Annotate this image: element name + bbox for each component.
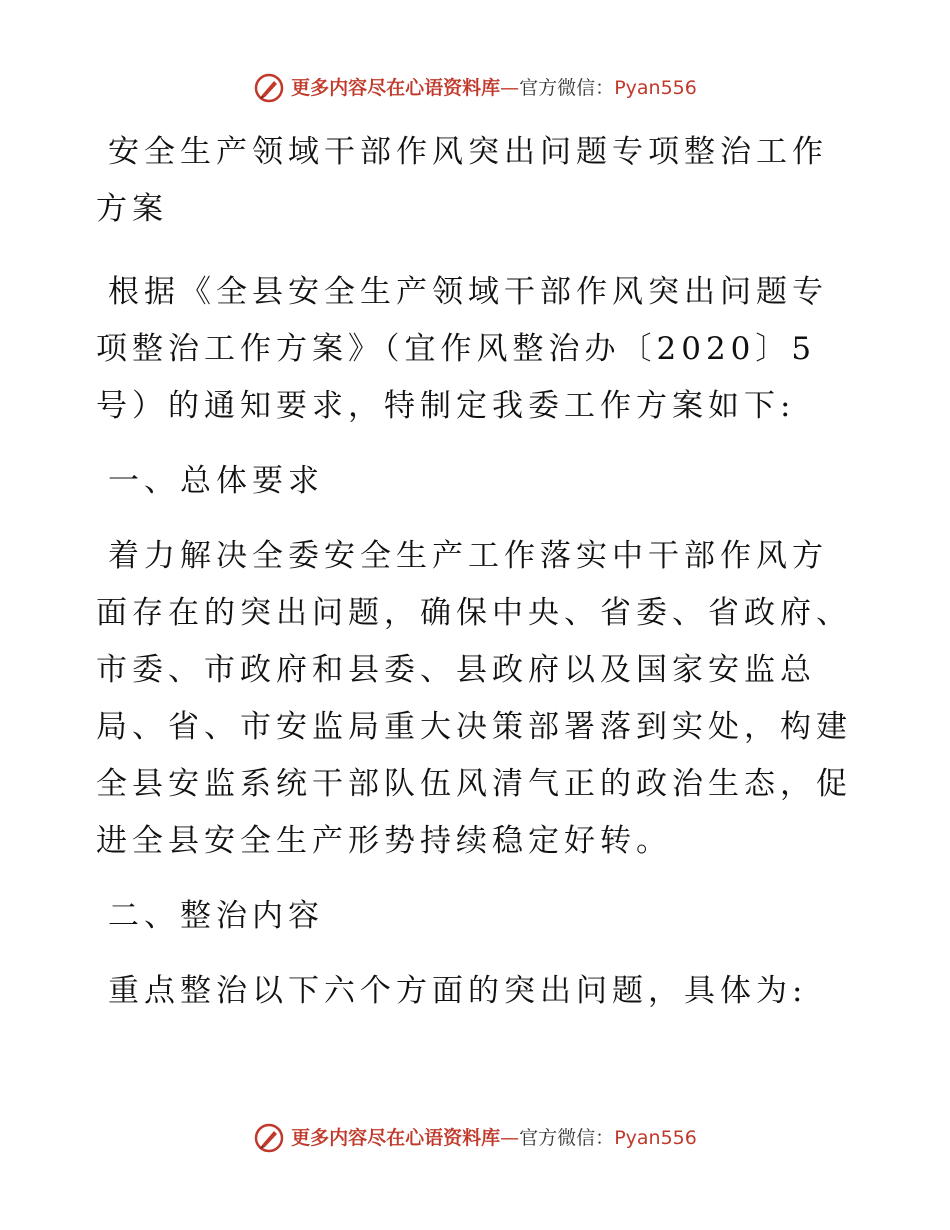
document-title: 安全生产领域干部作风突出问题专项整治工作方案 — [96, 134, 828, 227]
watermark-label: 官方微信： — [519, 1127, 615, 1149]
watermark-account: Pyan556 — [614, 77, 697, 99]
section-2-heading: 二、整治内容 — [108, 898, 324, 934]
watermark-text — [291, 72, 697, 104]
watermark-text — [291, 1122, 697, 1154]
watermark-dash: — — [500, 1127, 520, 1149]
section-2-paragraph: 重点整治以下六个方面的突出问题，具体为: — [108, 973, 808, 1009]
watermark-account: Pyan556 — [614, 1127, 697, 1149]
section-1-heading: 一、总体要求 — [108, 463, 324, 499]
watermark-main-text: 更多内容尽在心语资料库 — [291, 1127, 501, 1149]
watermark-footer — [0, 1122, 950, 1154]
intro-paragraph: 根据《全县安全生产领域干部作风突出问题专项整治工作方案》（宜作风整治办〔2020〕5号）的通知要求，特制定我委工作方案如下: — [96, 274, 828, 424]
watermark-main-text: 更多内容尽在心语资料库 — [291, 77, 501, 99]
pen-logo-icon — [253, 72, 285, 104]
watermark-header — [0, 72, 950, 104]
pen-logo-icon — [253, 1122, 285, 1154]
watermark-dash: — — [500, 77, 520, 99]
watermark-label: 官方微信： — [519, 77, 615, 99]
document-body — [96, 124, 856, 1038]
section-1-paragraph: 着力解决全委安全生产工作落实中干部作风方面存在的突出问题，确保中央、省委、省政府、市委、市政府和县委、县政府以及国家安监总局、省、市安监局重大决策部署落到实处，构建全县安监系统干部队伍风清气正的政治生态，促进全县安全生产形势持续稳定好转。 — [96, 538, 852, 859]
